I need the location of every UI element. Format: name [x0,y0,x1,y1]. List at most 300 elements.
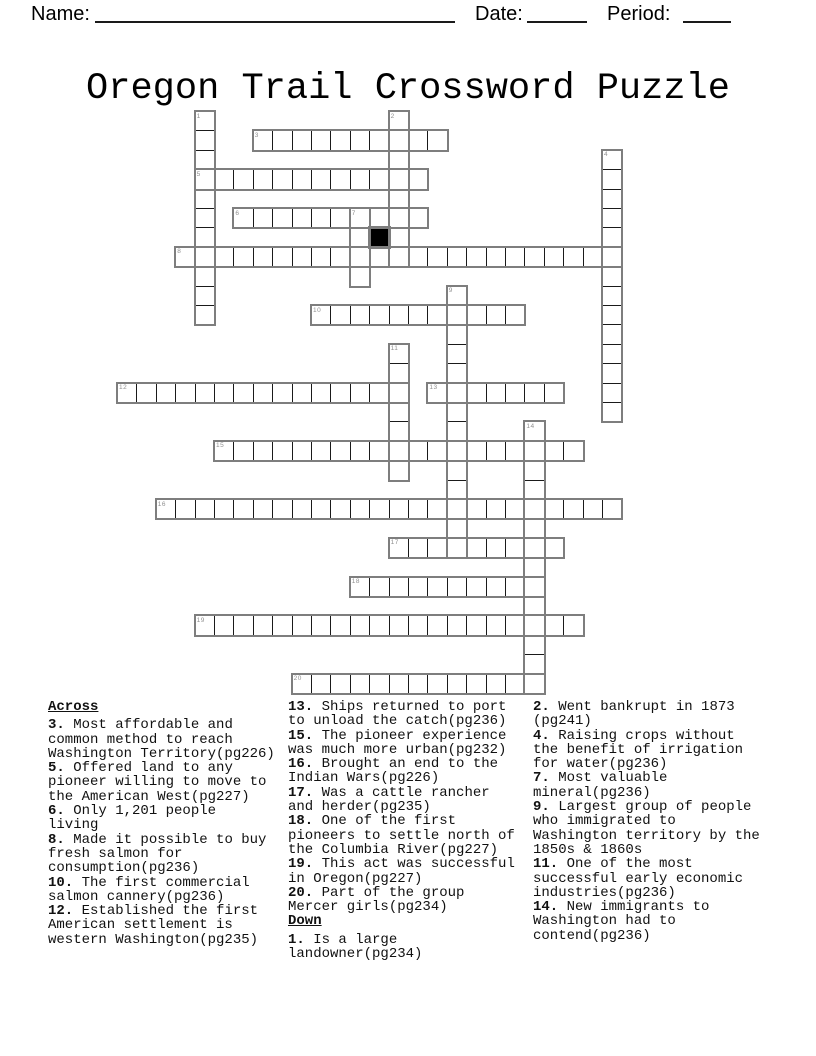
crossword-cell[interactable] [602,189,622,209]
crossword-cell[interactable] [524,596,544,616]
crossword-cell[interactable] [466,538,486,558]
clue-item: 1. Is a large landowner(pg234) [288,931,423,963]
crossword-cell[interactable] [195,208,215,228]
crossword-cell[interactable] [369,383,389,403]
clue-item: 4. Raising crops without the benefit of irrigation for water(pg236) [533,727,744,773]
crossword-cell[interactable] [311,615,331,635]
cell-number: 20 [293,675,302,683]
crossword-cell[interactable] [253,441,273,461]
cell-number: 14 [526,422,535,430]
crossword-cell[interactable] [369,305,389,325]
black-cell [369,227,389,247]
crossword-cell[interactable] [253,499,273,519]
clue-item: 18. One of the first pioneers to settle north of the Columbia River(pg227) [288,813,515,858]
cell-number: 6 [235,209,240,217]
crossword-cell[interactable] [272,208,292,228]
crossword-cell[interactable] [195,130,215,150]
crossword-cell[interactable] [233,615,253,635]
crossword-cell[interactable] [524,577,544,597]
crossword-cell[interactable] [330,208,350,228]
crossword-cell[interactable] [292,674,312,694]
crossword-cell[interactable] [427,615,447,635]
crossword-cell[interactable] [350,441,370,461]
crossword-cell[interactable] [389,363,409,383]
clue-number: 9. [533,799,550,816]
crossword-cell[interactable] [447,441,467,461]
crossword-cell[interactable] [524,421,544,441]
crossword-cell[interactable] [330,441,350,461]
crossword-cell[interactable] [311,208,331,228]
crossword-cell[interactable] [389,499,409,519]
crossword-cell[interactable] [408,615,428,635]
clue-item: 19. This act was successful in Oregon(pg227) [288,856,515,887]
crossword-cell[interactable] [447,615,467,635]
crossword-cell[interactable] [447,363,467,383]
crossword-cell[interactable] [447,480,467,500]
crossword-cell[interactable] [272,383,292,403]
crossword-cell[interactable] [602,208,622,228]
crossword-cell[interactable] [195,169,215,189]
crossword-cell[interactable] [389,111,409,131]
clue-number: 6. [48,803,65,820]
crossword-cell[interactable] [505,499,525,519]
crossword-cell[interactable] [505,305,525,325]
puzzle-title: Oregon Trail Crossword Puzzle [86,67,730,110]
crossword-cell[interactable] [447,305,467,325]
crossword-cell[interactable] [466,615,486,635]
crossword-cell[interactable] [524,635,544,655]
crossword-cell[interactable] [408,208,428,228]
clue-item: 17. Was a cattle rancher and herder(pg235) [288,784,490,816]
crossword-cell[interactable] [311,674,331,694]
crossword-cell[interactable] [408,674,428,694]
crossword-cell[interactable] [447,538,467,558]
crossword-cell[interactable] [389,421,409,441]
crossword-cell[interactable] [544,441,564,461]
crossword-cell[interactable] [253,130,273,150]
crossword-cell[interactable] [602,499,622,519]
crossword-cell[interactable] [389,674,409,694]
crossword-cell[interactable] [195,499,215,519]
crossword-cell[interactable] [408,305,428,325]
crossword-cell[interactable] [447,518,467,538]
crossword-cell[interactable] [369,674,389,694]
crossword-cell[interactable] [389,130,409,150]
date-label: Date: [475,3,523,25]
clue-number: 8. [48,831,65,848]
clue-number: 19. [288,856,314,873]
clue-column-3 [533,700,778,943]
clue-column-2 [288,700,533,961]
clue-item: 16. Brought an end to the Indian Wars(pg226) [288,756,499,787]
crossword-cell[interactable] [136,383,156,403]
crossword-cell[interactable] [330,615,350,635]
crossword-cell[interactable] [117,383,137,403]
crossword-cell[interactable] [369,577,389,597]
crossword-cell[interactable] [466,383,486,403]
crossword-cell[interactable] [292,130,312,150]
crossword-cell[interactable] [214,169,234,189]
crossword-cell[interactable] [195,227,215,247]
crossword-cell[interactable] [389,344,409,364]
crossword-cell[interactable] [292,499,312,519]
crossword-cell[interactable] [214,247,234,267]
clue-item: 10. The first commercial salmon cannery(pg236) [48,874,250,905]
clue-number: 16. [288,756,314,773]
crossword-cell[interactable] [544,499,564,519]
crossword-cell[interactable] [602,266,622,286]
crossword-cell[interactable] [447,247,467,267]
crossword-cell[interactable] [427,441,447,461]
crossword-cell[interactable] [311,305,331,325]
crossword-cell[interactable] [602,227,622,247]
cell-number: 5 [196,170,201,178]
name-label: Name: [31,3,90,25]
crossword-cell[interactable] [389,460,409,480]
crossword-cell[interactable] [369,208,389,228]
clue-number: 3. [48,717,65,734]
clue-item: 11. One of the most successful early economic industries(pg236) [533,856,744,901]
crossword-cell[interactable] [505,538,525,558]
crossword-cell[interactable] [350,130,370,150]
clue-number: 18. [288,813,314,830]
crossword-cell[interactable] [427,130,447,150]
crossword-cell[interactable] [447,674,467,694]
crossword-cell[interactable] [214,441,234,461]
crossword-cell[interactable] [253,169,273,189]
clue-number: 4. [533,727,550,744]
cell-number: 16 [157,500,167,508]
crossword-cell[interactable] [350,247,370,267]
cell-number: 8 [177,248,182,256]
crossword-cell[interactable] [505,383,525,403]
crossword-cell[interactable] [292,615,312,635]
crossword-cell[interactable] [253,208,273,228]
crossword-cell[interactable] [524,480,544,500]
crossword-cell[interactable] [447,421,467,441]
crossword-cell[interactable] [253,247,273,267]
crossword-cell[interactable] [292,441,312,461]
crossword-cell[interactable] [389,189,409,209]
cell-number: 11 [390,345,399,353]
cell-number: 4 [604,151,609,159]
clue-list-header: Down [288,913,322,930]
crossword-cell[interactable] [233,247,253,267]
clue-number: 2. [533,699,550,715]
crossword-cell[interactable] [330,305,350,325]
cell-number: 17 [390,539,399,547]
crossword-cell[interactable] [602,344,622,364]
crossword-cell[interactable] [389,577,409,597]
crossword-cell[interactable] [486,247,506,267]
clue-number: 12. [48,903,74,920]
crossword-cell[interactable] [466,441,486,461]
crossword-cell[interactable] [175,499,195,519]
clue-number: 13. [288,699,314,715]
clue-item: 3. Most affordable and common method to reach Washington Territory(pg226) [48,717,275,762]
clue-number: 10. [48,874,74,891]
crossword-cell[interactable] [524,674,544,694]
crossword-cell[interactable] [389,169,409,189]
crossword-cell[interactable] [602,324,622,344]
crossword-cell[interactable] [330,674,350,694]
clue-number: 15. [288,727,314,744]
crossword-cell[interactable] [389,441,409,461]
clue-number: 7. [533,770,550,787]
crossword-cell[interactable] [427,577,447,597]
crossword-cell[interactable] [524,557,544,577]
crossword-cell[interactable] [544,538,564,558]
crossword-cell[interactable] [524,518,544,538]
crossword-cell[interactable] [350,499,370,519]
clue-item: 5. Offered land to any pioneer willing to move to the American West(pg227) [48,760,267,805]
cell-number: 10 [313,306,322,314]
crossword-cell[interactable] [524,538,544,558]
crossword-cell[interactable] [447,324,467,344]
crossword-cell[interactable] [389,538,409,558]
crossword-cell[interactable] [427,383,447,403]
crossword-cell[interactable] [233,169,253,189]
crossword-cell[interactable] [311,383,331,403]
crossword-cell[interactable] [524,247,544,267]
clue-number: 1. [288,931,305,948]
crossword-cell[interactable] [369,169,389,189]
crossword-cell[interactable] [330,499,350,519]
crossword-cell[interactable] [544,615,564,635]
crossword-cell[interactable] [195,305,215,325]
crossword-cell[interactable] [408,130,428,150]
crossword-cell[interactable] [505,577,525,597]
crossword-cell[interactable] [466,674,486,694]
clue-item: 20. Part of the group Mercer girls(pg234) [288,884,465,916]
crossword-cell[interactable] [602,286,622,306]
crossword-cell[interactable] [350,266,370,286]
crossword-cell[interactable] [195,189,215,209]
crossword-cell[interactable] [350,208,370,228]
crossword-cell[interactable] [369,130,389,150]
crossword-cell[interactable] [427,674,447,694]
crossword-cell[interactable] [524,441,544,461]
crossword-cell[interactable] [563,441,583,461]
crossword-cell[interactable] [447,577,467,597]
crossword-cell[interactable] [330,383,350,403]
crossword-cell[interactable] [427,499,447,519]
crossword-cell[interactable] [175,383,195,403]
crossword-cell[interactable] [195,286,215,306]
crossword-cell[interactable] [389,208,409,228]
crossword-cell[interactable] [486,305,506,325]
crossword-cell[interactable] [505,441,525,461]
crossword-cell[interactable] [408,169,428,189]
crossword-cell[interactable] [330,130,350,150]
clue-number: 14. [533,899,559,916]
cell-number: 18 [351,578,361,586]
clue-number: 11. [533,856,559,873]
crossword-cell[interactable] [389,247,409,267]
clue-item: 6. Only 1,201 people living [48,803,217,834]
crossword-cell[interactable] [466,305,486,325]
crossword-cell[interactable] [233,441,253,461]
crossword-cell[interactable] [447,499,467,519]
crossword-cell[interactable] [524,615,544,635]
crossword-cell[interactable] [486,577,506,597]
cell-number: 12 [119,384,128,392]
crossword-cell[interactable] [175,247,195,267]
clue-item: 15. The pioneer experience was much more urban(pg232) [288,727,507,758]
crossword-cell[interactable] [350,305,370,325]
crossword-cell[interactable] [427,538,447,558]
crossword-cell[interactable] [447,344,467,364]
crossword-cell[interactable] [369,499,389,519]
crossword-cell[interactable] [486,499,506,519]
crossword-cell[interactable] [272,130,292,150]
crossword-cell[interactable] [602,305,622,325]
crossword-cell[interactable] [389,150,409,170]
crossword-cell[interactable] [214,615,234,635]
crossword-cell[interactable] [350,169,370,189]
crossword-cell[interactable] [466,577,486,597]
crossword-cell[interactable] [563,499,583,519]
crossword-cell[interactable] [253,383,273,403]
crossword-cell[interactable] [389,383,409,403]
crossword-cell[interactable] [447,286,467,306]
clue-item: 14. New immigrants to Washington had to contend(pg236) [533,899,710,944]
crossword-cell[interactable] [253,615,273,635]
crossword-cell[interactable] [156,499,176,519]
crossword-cell[interactable] [292,169,312,189]
cell-number: 3 [254,131,259,139]
crossword-cell[interactable] [292,247,312,267]
crossword-cell[interactable] [602,383,622,403]
crossword-cell[interactable] [602,150,622,170]
crossword-cell[interactable] [350,674,370,694]
crossword-cell[interactable] [369,247,389,267]
crossword-cell[interactable] [602,402,622,422]
crossword-cell[interactable] [466,499,486,519]
crossword-cell[interactable] [272,441,292,461]
crossword-cell[interactable] [350,577,370,597]
crossword-cell[interactable] [447,402,467,422]
crossword-cell[interactable] [233,499,253,519]
crossword-cell[interactable] [272,499,292,519]
crossword-cell[interactable] [427,305,447,325]
crossword-cell[interactable] [486,674,506,694]
crossword-cell[interactable] [272,169,292,189]
crossword-cell[interactable] [311,247,331,267]
crossword-cell[interactable] [563,247,583,267]
crossword-cell[interactable] [389,615,409,635]
crossword-cell[interactable] [389,227,409,247]
crossword-cell[interactable] [602,169,622,189]
crossword-cell[interactable] [486,441,506,461]
crossword-cell[interactable] [524,383,544,403]
clue-item: 13. Ships returned to port to unload the catch(pg236) [288,699,507,730]
crossword-cell[interactable] [330,247,350,267]
crossword-cell[interactable] [524,654,544,674]
clue-item: 12. Established the first American settlement is western Washington(pg235) [48,903,259,948]
clue-number: 20. [288,884,314,901]
crossword-cell[interactable] [544,247,564,267]
crossword-cell[interactable] [292,208,312,228]
crossword-cell[interactable] [466,247,486,267]
cell-number: 2 [390,112,395,120]
crossword-cell[interactable] [602,247,622,267]
crossword-cell[interactable] [544,383,564,403]
crossword-cell[interactable] [583,499,603,519]
crossword-cell[interactable] [563,615,583,635]
clue-number: 5. [48,760,65,777]
crossword-cell[interactable] [369,441,389,461]
crossword-cell[interactable] [311,499,331,519]
clue-number: 17. [288,784,314,801]
crossword-cell[interactable] [583,247,603,267]
crossword-cell[interactable] [292,383,312,403]
clue-column-1 [48,700,293,947]
crossword-cell[interactable] [233,383,253,403]
crossword-cell[interactable] [350,383,370,403]
crossword-cell[interactable] [408,247,428,267]
crossword-cell[interactable] [505,674,525,694]
crossword-cell[interactable] [427,247,447,267]
crossword-cell[interactable] [524,499,544,519]
cell-number: 13 [429,384,438,392]
crossword-cell[interactable] [272,615,292,635]
crossword-cell[interactable] [486,383,506,403]
crossword-cell[interactable] [602,363,622,383]
cell-number: 1 [196,112,201,120]
crossword-cell[interactable] [195,111,215,131]
crossword-cell[interactable] [389,305,409,325]
crossword-cell[interactable] [272,247,292,267]
crossword-cell[interactable] [447,383,467,403]
crossword-cell[interactable] [195,247,215,267]
crossword-cell[interactable] [156,383,176,403]
crossword-cell[interactable] [311,169,331,189]
clue-item: 7. Most valuable mineral(pg236) [533,770,668,801]
crossword-cell[interactable] [505,247,525,267]
crossword-cell[interactable] [233,208,253,228]
crossword-cell[interactable] [486,538,506,558]
crossword-cell[interactable] [195,266,215,286]
crossword-cell[interactable] [350,615,370,635]
crossword-cell[interactable] [330,169,350,189]
clue-item: 8. Made it possible to buy fresh salmon for consumption(pg236) [48,831,267,877]
crossword-cell[interactable] [408,441,428,461]
crossword-cell[interactable] [486,615,506,635]
crossword-cell[interactable] [389,402,409,422]
crossword-cell[interactable] [524,460,544,480]
crossword-cell[interactable] [408,499,428,519]
clue-item: 2. Went bankrupt in 1873 (pg241) [533,699,735,730]
crossword-cell[interactable] [350,227,370,247]
crossword-cell[interactable] [195,383,215,403]
crossword-cell[interactable] [408,538,428,558]
crossword-cell[interactable] [447,460,467,480]
crossword-cell[interactable] [408,577,428,597]
crossword-cell[interactable] [311,441,331,461]
cell-number: 15 [216,442,225,450]
crossword-cell[interactable] [214,383,234,403]
crossword-cell[interactable] [369,615,389,635]
crossword-cell[interactable] [311,130,331,150]
period-label: Period: [607,3,671,25]
crossword-cell[interactable] [505,615,525,635]
clue-list-header: Across [48,699,99,715]
crossword-cell[interactable] [214,499,234,519]
clue-item: 9. Largest group of people who immigrated to Washington territory by the 1850s & 1860s [533,799,760,858]
crossword-cell[interactable] [195,615,215,635]
crossword-cell[interactable] [195,150,215,170]
